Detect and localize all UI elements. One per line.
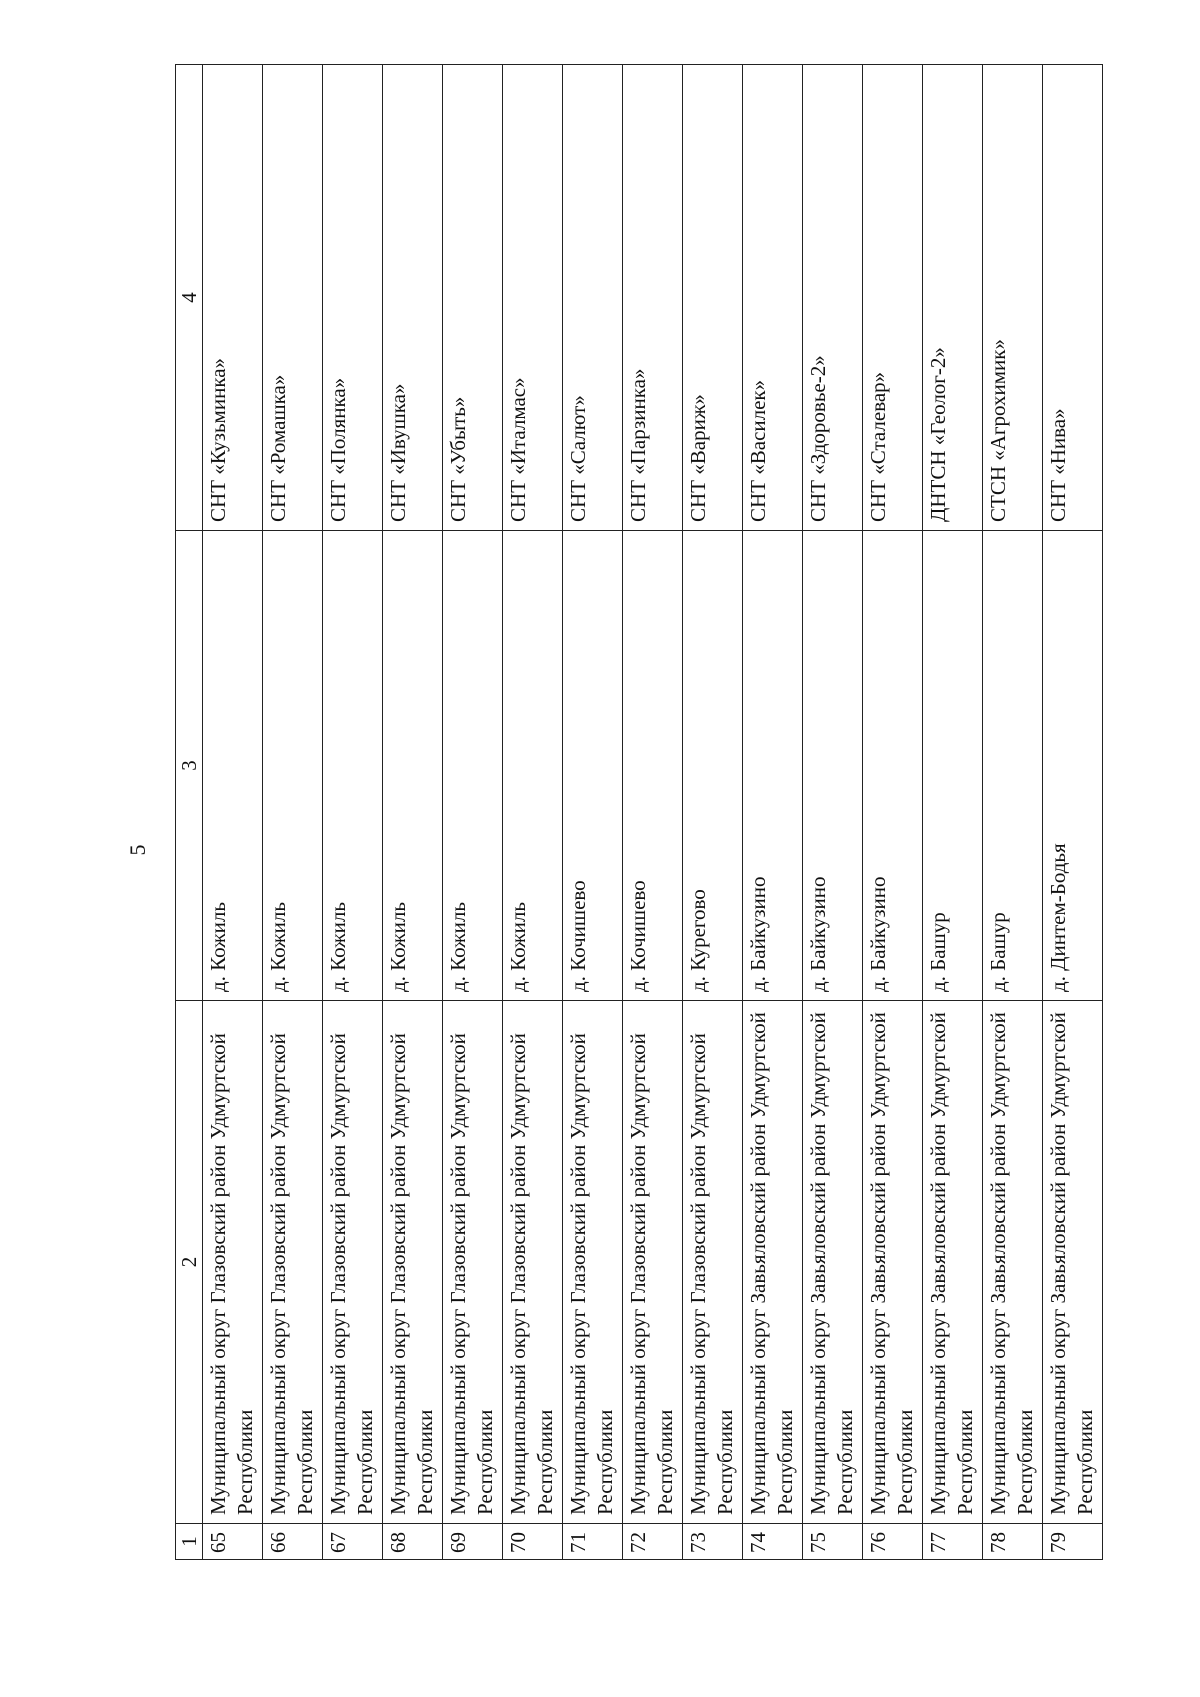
organization-cell: СНТ «Ивушка» — [383, 65, 443, 531]
settlement-cell: д. Байкузино — [743, 531, 803, 1001]
district-cell: Муниципальный округ Глазовский район Удмуртской Республики — [323, 1001, 383, 1524]
table-row — [623, 65, 683, 1560]
table-row — [563, 65, 623, 1560]
settlement-cell: д. Кожиль — [503, 531, 563, 1001]
table-row — [503, 65, 563, 1560]
page-number: 5 — [125, 844, 150, 856]
settlement-cell: д. Байкузино — [863, 531, 923, 1001]
organization-cell: СНТ «Ромашка» — [263, 65, 323, 531]
table-row — [923, 65, 983, 1560]
settlement-cell: д. Башур — [983, 531, 1043, 1001]
settlement-cell: д. Кожиль — [383, 531, 443, 1001]
row-number-cell: 78 — [983, 1524, 1043, 1560]
district-cell: Муниципальный округ Завьяловский район Удмуртской Республики — [743, 1001, 803, 1524]
rotated-table-container — [175, 65, 1133, 1560]
district-cell: Муниципальный округ Глазовский район Удмуртской Республики — [263, 1001, 323, 1524]
district-cell: Муниципальный округ Завьяловский район Удмуртской Республики — [803, 1001, 863, 1524]
table-row — [743, 65, 803, 1560]
header-cell: 2 — [176, 1001, 203, 1524]
row-number-cell: 68 — [383, 1524, 443, 1560]
table-row — [983, 65, 1043, 1560]
district-cell: Муниципальный округ Завьяловский район Удмуртской Республики — [1043, 1001, 1103, 1524]
settlement-cell: д. Курегово — [683, 531, 743, 1001]
row-number-cell: 79 — [1043, 1524, 1103, 1560]
settlement-cell: д. Кожиль — [263, 531, 323, 1001]
row-number-cell: 69 — [443, 1524, 503, 1560]
row-number-cell: 72 — [623, 1524, 683, 1560]
district-cell: Муниципальный округ Завьяловский район Удмуртской Республики — [863, 1001, 923, 1524]
header-cell: 3 — [176, 531, 203, 1001]
header-cell: 4 — [176, 65, 203, 531]
organization-cell: СНТ «Нива» — [1043, 65, 1103, 531]
organization-cell: СНТ «Кузьминка» — [203, 65, 263, 531]
row-number-cell: 73 — [683, 1524, 743, 1560]
settlement-cell: д. Байкузино — [803, 531, 863, 1001]
organization-cell: СНТ «Убыть» — [443, 65, 503, 531]
district-cell: Муниципальный округ Завьяловский район Удмуртской Республики — [983, 1001, 1043, 1524]
district-cell: Муниципальный округ Глазовский район Удмуртской Республики — [383, 1001, 443, 1524]
settlement-cell: д. Башур — [923, 531, 983, 1001]
settlement-cell: д. Кожиль — [443, 531, 503, 1001]
district-cell: Муниципальный округ Глазовский район Удмуртской Республики — [503, 1001, 563, 1524]
table-row — [803, 65, 863, 1560]
district-cell: Муниципальный округ Глазовский район Удмуртской Республики — [563, 1001, 623, 1524]
row-number-cell: 74 — [743, 1524, 803, 1560]
organization-cell: СНТ «Сталевар» — [863, 65, 923, 531]
row-number-cell: 66 — [263, 1524, 323, 1560]
table-row — [683, 65, 743, 1560]
table-row — [263, 65, 323, 1560]
settlements-table — [175, 64, 1103, 1560]
district-cell: Муниципальный округ Глазовский район Удмуртской Республики — [443, 1001, 503, 1524]
district-cell: Муниципальный округ Глазовский район Удмуртской Республики — [683, 1001, 743, 1524]
settlement-cell: д. Кожиль — [323, 531, 383, 1001]
organization-cell: СНТ «Василек» — [743, 65, 803, 531]
table-row — [323, 65, 383, 1560]
district-cell: Муниципальный округ Глазовский район Удмуртской Республики — [623, 1001, 683, 1524]
row-number-cell: 67 — [323, 1524, 383, 1560]
organization-cell: СНТ «Салют» — [563, 65, 623, 531]
table-row — [203, 65, 263, 1560]
district-cell: Муниципальный округ Завьяловский район Удмуртской Республики — [923, 1001, 983, 1524]
organization-cell: СНТ «Парзинка» — [623, 65, 683, 531]
row-number-cell: 75 — [803, 1524, 863, 1560]
settlement-cell: д. Кочишево — [623, 531, 683, 1001]
table-row — [863, 65, 923, 1560]
settlement-cell: д. Кочишево — [563, 531, 623, 1001]
organization-cell: СНТ «Полянка» — [323, 65, 383, 531]
district-cell: Муниципальный округ Глазовский район Удмуртской Республики — [203, 1001, 263, 1524]
organization-cell: ДНТСН «Геолог-2» — [923, 65, 983, 531]
organization-cell: СНТ «Италмас» — [503, 65, 563, 531]
row-number-cell: 77 — [923, 1524, 983, 1560]
row-number-cell: 70 — [503, 1524, 563, 1560]
organization-cell: СТСН «Агрохимик» — [983, 65, 1043, 531]
settlement-cell: д. Динтем-Бодья — [1043, 531, 1103, 1001]
organization-cell: СНТ «Здоровье-2» — [803, 65, 863, 531]
table-header-row — [176, 65, 203, 1560]
row-number-cell: 65 — [203, 1524, 263, 1560]
row-number-cell: 71 — [563, 1524, 623, 1560]
table-row — [383, 65, 443, 1560]
settlement-cell: д. Кожиль — [203, 531, 263, 1001]
organization-cell: СНТ «Вариж» — [683, 65, 743, 531]
table-row — [1043, 65, 1103, 1560]
header-cell: 1 — [176, 1524, 203, 1560]
row-number-cell: 76 — [863, 1524, 923, 1560]
table-row — [443, 65, 503, 1560]
